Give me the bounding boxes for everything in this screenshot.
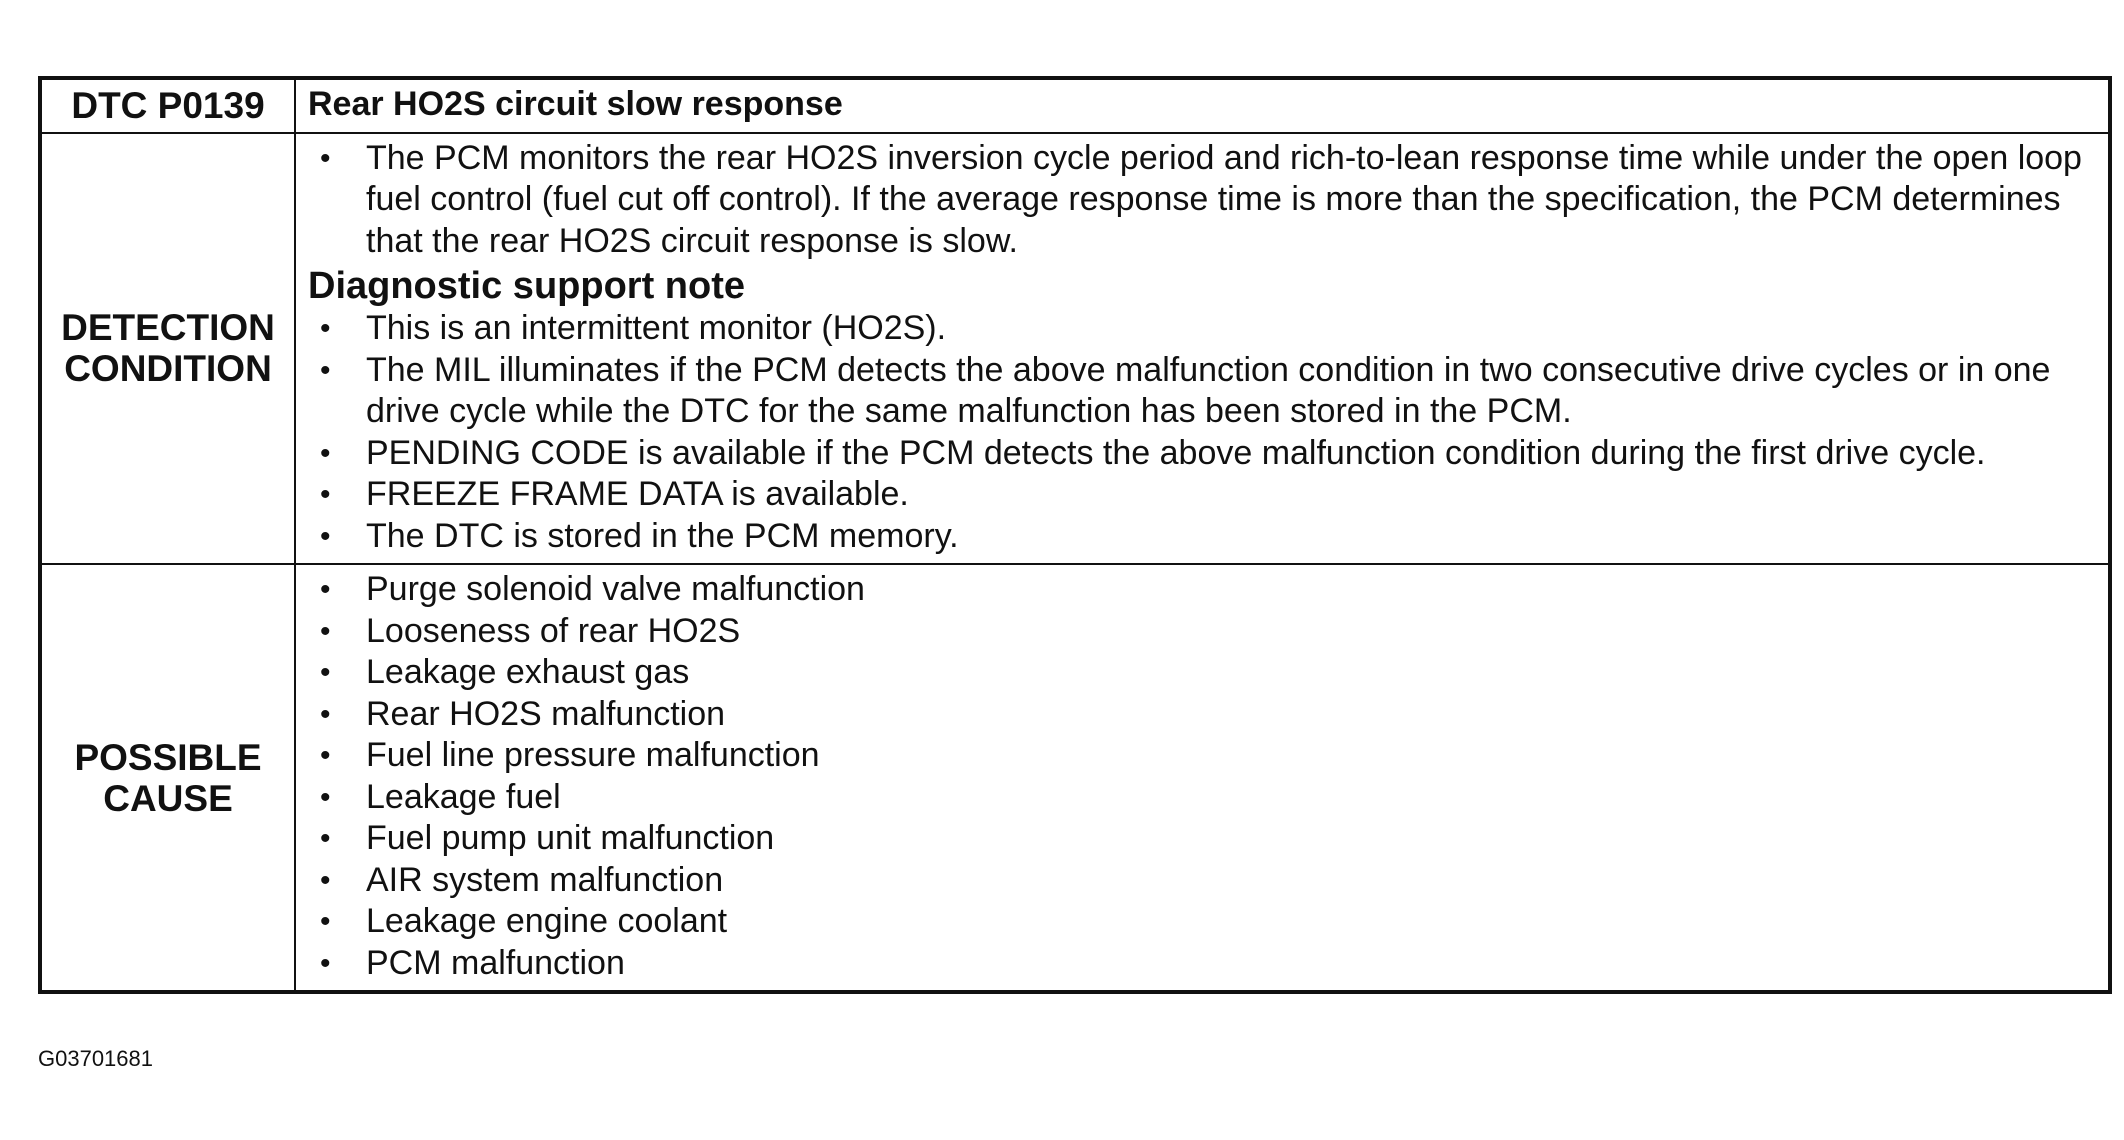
list-item: • Rear HO2S malfunction (308, 694, 2096, 736)
list-item: • This is an intermittent monitor (HO2S). (308, 308, 2096, 350)
dtc-code: DTC P0139 (40, 78, 295, 133)
possible-cause-content (295, 564, 2110, 992)
list-item: • Leakage engine coolant (308, 901, 2096, 943)
list-item: • FREEZE FRAME DATA is available. (308, 474, 2096, 516)
list-item: • Leakage exhaust gas (308, 652, 2096, 694)
list-item: • Leakage fuel (308, 777, 2096, 819)
detection-row (40, 133, 2110, 565)
list-item: • Fuel line pressure malfunction (308, 735, 2096, 777)
detection-content (295, 133, 2110, 565)
figure-code: G03701681 (38, 1046, 153, 1071)
possible-cause-row (40, 564, 2110, 992)
list-item: • The PCM monitors the rear HO2S inversion cycle period and rich-to-lean response time while under the open loop fuel control (fuel cut off control). If the average response time is more than the specification, the PCM determines that the rear HO2S circuit response is slow. (308, 138, 2096, 263)
list-item: • Fuel pump unit malfunction (308, 818, 2096, 860)
diagnostic-note-heading: Diagnostic support note (308, 265, 745, 307)
detection-label: DETECTION CONDITION (61, 307, 275, 390)
dtc-table (38, 76, 2112, 994)
detection-intro-list (308, 138, 2096, 263)
detection-label-cell (40, 133, 295, 565)
possible-cause-label: POSSIBLE CAUSE (74, 736, 262, 819)
list-item: • PENDING CODE is available if the PCM detects the above malfunction condition during the first drive cycle. (308, 433, 2096, 475)
list-item: • Purge solenoid valve malfunction (308, 569, 2096, 611)
possible-cause-list (308, 569, 2096, 984)
diagnostic-note-list (308, 308, 2096, 557)
possible-cause-label-cell (40, 564, 295, 992)
list-item: • AIR system malfunction (308, 860, 2096, 902)
list-item: • The DTC is stored in the PCM memory. (308, 516, 2096, 558)
dtc-title: Rear HO2S circuit slow response (295, 78, 2110, 133)
list-item: • PCM malfunction (308, 943, 2096, 985)
list-item: • Looseness of rear HO2S (308, 611, 2096, 653)
header-row (40, 78, 2110, 133)
list-item: • The MIL illuminates if the PCM detects the above malfunction condition in two consecutive drive cycles or in one drive cycle while the DTC for the same malfunction has been stored in the PCM. (308, 350, 2096, 433)
